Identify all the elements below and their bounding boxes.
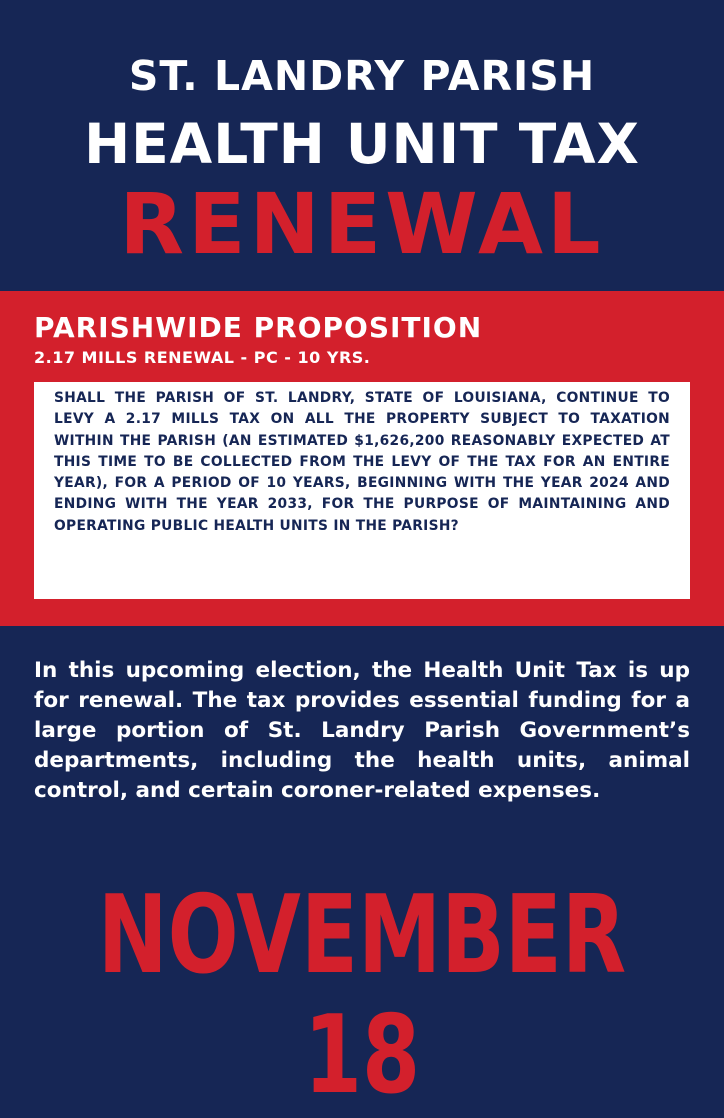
header-parish-name: ST. LANDRY PARISH: [128, 52, 596, 100]
proposition-title: PARISHWIDE PROPOSITION: [34, 311, 483, 344]
proposition-text-box: [34, 382, 690, 599]
proposition-subtitle: 2.17 MILLS RENEWAL - PC - 10 YRS.: [34, 348, 371, 367]
body-paragraph: In this upcoming election, the Health Unit Tax is up for renewal. The tax provides essential funding for a large portion of St. Landry Parish Government’s departments, including the health units, animal control, and certain coroner-related expenses.: [34, 658, 690, 803]
header-tax-name: HEALTH UNIT TAX: [84, 112, 640, 176]
proposition-text: SHALL THE PARISH OF ST. LANDRY, STATE OF LOUISIANA, CONTINUE TO LEVY A 2.17 MILLS TAX ON ALL THE PROPERTY SUBJECT TO TAXATION WITHIN THE PARISH (AN ESTIMATED $1,626,200 REASONABLY EXPECTED AT THIS TIME TO BE COLLECTED FROM THE LEVY OF THE TAX FOR AN ENTIRE YEAR), FOR A PERIOD OF 10 YEARS, BEGINNING WITH THE YEAR 2024 AND ENDING WITH THE YEAR 2033, FOR THE PURPOSE OF MAINTAINING AND OPERATING PUBLIC HEALTH UNITS IN THE PARISH?: [54, 390, 670, 534]
header-renewal-title: RENEWAL: [119, 175, 605, 273]
election-date: NOVEMBER 18: [97, 873, 627, 1118]
